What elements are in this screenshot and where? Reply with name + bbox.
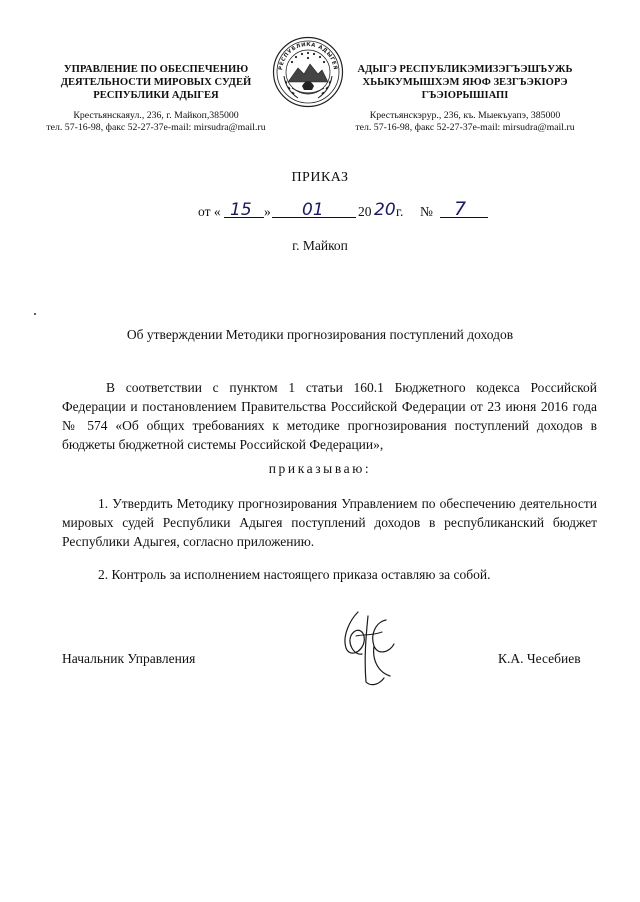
document-title: ПРИКАЗ	[291, 170, 349, 185]
order-subject: Об утверждении Методики прогнозирования поступлений доходов	[126, 327, 514, 342]
order-year: 20	[374, 200, 396, 220]
body-paragraph-preamble: В соответствии с пунктом 1 статьи 160.1 Бюджетного кодекса Российской Федерации и постановлением Правительства Российской Федерации от 23 июня 2016 года № 574 «Об общих требованиях к методике прогнозирования поступлений доходов в бюджеты бюджетной системы Российской Федерации»,	[62, 380, 597, 452]
right-org-contacts: тел. 57-16-98, факс 52-27-37e-mail: mirsudra@mail.ru	[355, 122, 575, 133]
header-left-org	[40, 63, 272, 134]
signatory-name: К.А. Чесебиев	[498, 651, 581, 666]
order-day: 15	[230, 200, 252, 220]
right-org-name-line-1: АДЫГЭ РЕСПУБЛИКЭМИЗЭГЪЭШЪУЖЬ	[357, 64, 573, 75]
body-paragraph-item-1: 1. Утвердить Методику прогнозирования Управлением по обеспечению деятельности мировых судей Республики Адыгея поступлений доходов в республиканский бюджет Республики Адыгея, согласно приложению.	[62, 496, 597, 549]
right-org-address: Крестьянскэрур., 236, къ. Мыекъуапэ, 385000	[369, 110, 561, 121]
left-org-name-line-2: ДЕЯТЕЛЬНОСТИ МИРОВЫХ СУДЕЙ	[60, 77, 252, 88]
order-word: приказываю:	[268, 461, 372, 476]
left-org-address-block	[40, 110, 272, 134]
left-org-contacts: тел. 57-16-98, факс 52-27-37e-mail: mirsudra@mail.ru	[46, 122, 266, 133]
right-org-name-line-2: ХЬЫКУМЫШХЭМ ЯЮФ ЗЕЗГЪЭКIОРЭ	[362, 77, 568, 88]
year-prefix: 20	[358, 204, 372, 219]
left-org-name-line-3: РЕСПУБЛИКИ АДЫГЕЯ	[93, 90, 219, 101]
order-number: 7	[454, 198, 467, 220]
date-day-suffix: »	[264, 204, 271, 219]
number-label: №	[420, 204, 433, 219]
year-suffix: г.	[396, 204, 404, 219]
handwritten-signature	[328, 606, 406, 692]
date-prefix: от «	[198, 204, 221, 219]
header-right-org	[345, 63, 585, 134]
republic-emblem-icon	[272, 36, 344, 108]
emblem-text: РЕСПУБЛИКА АДЫГЕЯ	[278, 41, 338, 71]
order-date-line	[198, 200, 498, 222]
signatory-title: Начальник Управления	[62, 651, 196, 666]
order-city: г. Майкоп	[292, 238, 348, 253]
right-org-name	[345, 63, 585, 102]
order-month: 01	[302, 200, 324, 220]
left-org-name-line-1: УПРАВЛЕНИЕ ПО ОБЕСПЕЧЕНИЮ	[63, 64, 249, 75]
right-org-name-line-3: ГЪЭIОРЫШIАПI	[421, 90, 509, 101]
left-org-address: Крестьянскаяул., 236, г. Майкоп,385000	[73, 110, 239, 121]
body-paragraph-item-2: 2. Контроль за исполнением настоящего приказа оставляю за собой.	[98, 567, 491, 582]
margin-dot	[34, 313, 36, 315]
right-org-address-block	[345, 110, 585, 134]
left-org-name	[40, 63, 272, 102]
